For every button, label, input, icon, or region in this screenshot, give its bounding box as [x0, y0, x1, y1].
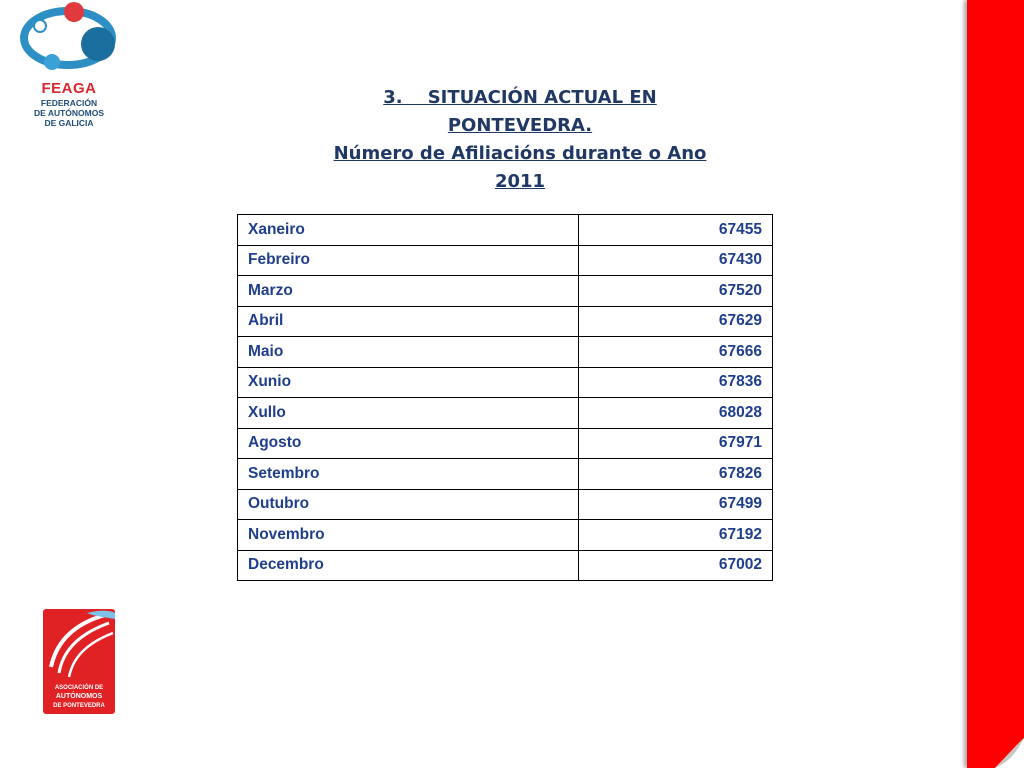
table-row: [238, 489, 773, 520]
apa-logo: [43, 609, 115, 714]
month-cell: Maio: [238, 337, 579, 368]
table-row: [238, 306, 773, 337]
apa-text-line2: AUTÓNOMOS: [55, 693, 103, 700]
month-cell: Setembro: [238, 459, 579, 490]
table-row: [238, 520, 773, 551]
value-cell: 67520: [579, 276, 773, 307]
apa-text-line3: DE PONTEVEDRA: [53, 703, 105, 709]
table-row: [238, 398, 773, 429]
feaga-name: FEAGA: [41, 80, 97, 97]
feaga-subtitle-line1: FEDERACIÓN: [40, 98, 98, 108]
value-cell: 67499: [579, 489, 773, 520]
month-cell: Abril: [238, 306, 579, 337]
table-row: [238, 367, 773, 398]
title-line-1: 3. SITUACIÓN ACTUAL EN: [383, 87, 657, 108]
feaga-circles-logo-icon: [18, 0, 122, 78]
value-cell: 67826: [579, 459, 773, 490]
month-cell: Febreiro: [238, 245, 579, 276]
title-line-4: 2011: [494, 171, 546, 192]
month-cell: Novembro: [238, 520, 579, 551]
feaga-logo: [14, 0, 124, 140]
apa-text-line1: ASOCIACIÓN DE: [54, 685, 104, 691]
apa-swoosh-logo-icon: [43, 609, 115, 681]
month-cell: Xunio: [238, 367, 579, 398]
title-line-2: PONTEVEDRA.: [447, 115, 593, 136]
red-side-bar: [967, 0, 1024, 768]
month-cell: Outubro: [238, 489, 579, 520]
value-cell: 67629: [579, 306, 773, 337]
month-cell: Xullo: [238, 398, 579, 429]
value-cell: 67455: [579, 215, 773, 246]
table-row: [238, 245, 773, 276]
table-row: [238, 337, 773, 368]
value-cell: 67971: [579, 428, 773, 459]
value-cell: 67430: [579, 245, 773, 276]
month-cell: Agosto: [238, 428, 579, 459]
value-cell: 68028: [579, 398, 773, 429]
value-cell: 67192: [579, 520, 773, 551]
month-cell: Decembro: [238, 550, 579, 581]
title-line-3: Número de Afiliacións durante o Ano: [333, 143, 707, 164]
feaga-subtitle-line3: DE GALICIA: [44, 118, 94, 128]
page-curl-icon: [995, 738, 1024, 768]
table-row: [238, 459, 773, 490]
value-cell: 67002: [579, 550, 773, 581]
month-cell: Xaneiro: [238, 215, 579, 246]
month-cell: Marzo: [238, 276, 579, 307]
value-cell: 67836: [579, 367, 773, 398]
value-cell: 67666: [579, 337, 773, 368]
feaga-subtitle-line2: DE AUTÓNOMOS: [33, 108, 105, 118]
table-row: [238, 428, 773, 459]
slide-title: [300, 84, 740, 196]
affiliations-table: [237, 214, 773, 581]
table-row: [238, 550, 773, 581]
table-row: [238, 276, 773, 307]
table-row: [238, 215, 773, 246]
